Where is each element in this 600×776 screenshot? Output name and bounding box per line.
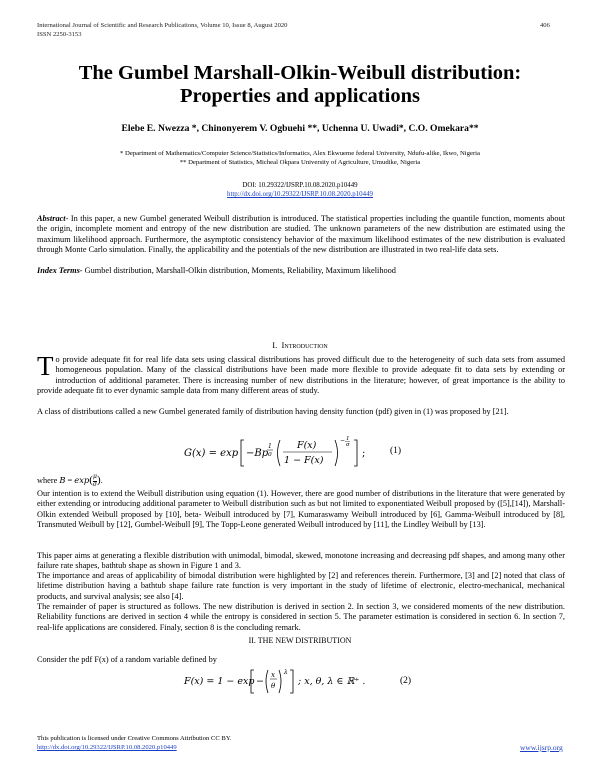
journal-name: International Journal of Scientific and Research Publications, Volume 10, Issue 8, August 2020 <box>37 22 288 29</box>
intro-paragraph-4: This paper aims at generating a flexible distribution with unimodal, bimodal, skewed, monotone increasing and decreasing pdf shapes, and among many other failure rate shapes, bathtub shape as shown in Figure 1 and 3. <box>37 551 565 571</box>
abstract-label: Abstract- <box>37 214 69 223</box>
section-1-heading <box>30 340 570 350</box>
authors: Elebe E. Nwezza *, Chinonyerem V. Ogbuehi **, Uchenna U. Uwadi*, C.O. Omekara** <box>121 123 479 134</box>
title-line-2: Properties and applications <box>180 85 420 107</box>
where-clause <box>37 474 103 488</box>
svg-text:λ: λ <box>284 669 288 676</box>
svg-text:1 − F(x): 1 − F(x) <box>284 455 324 466</box>
abstract-text: In this paper, a new Gumbel generated Weibull distribution is introduced. The statistical properties including the quantile function, moments about the origin, incomplete moment and entropy of the new distribution are studied. The unknown parameters of the new distribution are estimated using the maximum likelihood approach. Furthermore, the asymptotic consistency behavior of the maximum likelihood estimates of the new distribution is evaluated through Monte Carlo simulation. Finally, the applicability and the potentials of the new distribution are illustrated in two real-life data sets. <box>37 214 565 254</box>
where-equation: $B = \exp(\frac{\mu}{\sigma})$. <box>59 473 103 488</box>
paper-title <box>30 62 570 108</box>
svg-text:1: 1 <box>268 443 272 450</box>
svg-text:; x, θ, λ ∈ ℝ⁺ .: ; x, θ, λ ∈ ℝ⁺ . <box>298 676 366 687</box>
index-terms-label: Index Terms- <box>37 266 83 275</box>
section-2-heading: II. THE NEW DISTRIBUTION <box>248 636 352 645</box>
journal-site-link[interactable]: www.ijsrp.org <box>520 743 563 752</box>
index-terms-text: Gumbel distribution, Marshall-Olkin distribution, Moments, Reliability, Maximum likelihood <box>84 266 396 275</box>
equation-2-number: (2) <box>400 676 412 686</box>
svg-text:x: x <box>271 671 275 679</box>
equation-2 <box>180 665 400 697</box>
section-1-numeral: I. <box>272 340 278 350</box>
section-1-title: Introduction <box>281 340 328 350</box>
affiliation-1: * Department of Mathematics/Computer Science/Statistics/Informatics, Alex Ekwueme federal University, Ndufu-alike, Ikwo, Nigeria <box>119 150 481 157</box>
doi-link[interactable]: http://dx.doi.org/10.29322/IJSRP.10.08.2020.p10449 <box>227 191 373 198</box>
equation-1 <box>180 433 400 471</box>
svg-text:−Bp: −Bp <box>246 448 269 459</box>
footer-doi-link[interactable]: http://dx.doi.org/10.29322/IJSRP.10.08.2020.p10449 <box>37 744 177 751</box>
svg-text:F(x): F(x) <box>297 440 317 451</box>
svg-text:F(x) = 1 − exp: F(x) = 1 − exp <box>184 676 255 687</box>
equation-1-number: (1) <box>390 446 402 456</box>
intro-paragraph-3: Our intention is to extend the Weibull distribution using equation (1). However, there are good number of distributions in the literature that were generated by either extending or introducing additional parameter to Weibull distribution such as but not limited to exponentiated Weibull proposed by ([5],[14]), Marshall-Olkin extended Weibull proposed by [10], beta- Weibull introduced by [7], Kumaraswamy Weibull introduced by [6], Gamma-Weibull introduced by [8], Transmuted Weibull by [12], Gumbel-Weibull [9], The Topp-Leone generated Weibull introduced by [11], the Lindley Weibull by [13]. <box>37 489 565 529</box>
svg-text:θ: θ <box>271 682 276 690</box>
intro-text-1: o provide adequate fit for real life data sets using classical distributions has proved difficult due to the heterogeneity of such data sets from assumed homogeneous population. Many of the classical distributions have been made more flexible to provide adequate fit to data sets by extending or introduction of additional parameter. There is increasing number of new distributions in the literature; however, of great importance is the ability to provide adequate fit to ever dynamic sample data from many different areas of study. <box>37 355 565 395</box>
svg-text:σ: σ <box>268 451 273 458</box>
svg-text:−: − <box>340 437 346 444</box>
intro-paragraph-6: The remainder of paper is structured as follows. The new distribution is derived in section 2. In section 3, we considered moments of the new distribution. Reliability functions are derived in section 4 while the entropy is considered in section 5. The parameter estimation is considered in section 6. In section 7, real-life applications are considered. Finaly, section 8 is the concluding remark. <box>37 602 565 632</box>
drop-cap: T <box>37 351 54 381</box>
journal-header <box>37 22 287 39</box>
svg-text:−: − <box>256 676 264 687</box>
intro-paragraph-5: The importance and areas of applicability of bimodal distribution were highlighted by [2] and references therein. Furthermore, [3] and [2] noted that class of lifetime distribution having a bathtub shape failure rate function is very important in the study of lifetime of electronic, electro-mechanical, mechanical products, and survival analysis; see also [4]. <box>37 571 565 601</box>
intro-paragraph-1 <box>37 351 565 396</box>
consider-text: Consider the pdf F(x) of a random variable defined by <box>37 655 217 664</box>
index-terms <box>37 266 565 276</box>
svg-text:G(x) = exp: G(x) = exp <box>184 448 239 459</box>
license-text: This publication is licensed under Creative Commons Attribution CC BY. <box>37 735 232 742</box>
page-number: 406 <box>540 22 550 29</box>
abstract <box>37 214 565 255</box>
svg-text:1: 1 <box>346 436 350 442</box>
where-text: where <box>37 476 58 485</box>
svg-text:;: ; <box>362 448 366 459</box>
intro-paragraph-2: A class of distributions called a new Gumbel generated family of distribution having density function (pdf) given in (1) was proposed by [21]. <box>37 407 509 416</box>
title-line-1: The Gumbel Marshall-Olkin-Weibull distribution: <box>78 62 522 84</box>
issn: ISSN 2250-3153 <box>37 30 82 38</box>
doi-text: DOI: 10.29322/IJSRP.10.08.2020.p10449 <box>242 182 358 189</box>
svg-text:σ: σ <box>346 442 350 448</box>
affiliation-2: ** Department of Statistics, Micheal Okpara University of Agriculture, Umudike, Nigeria <box>179 159 421 166</box>
